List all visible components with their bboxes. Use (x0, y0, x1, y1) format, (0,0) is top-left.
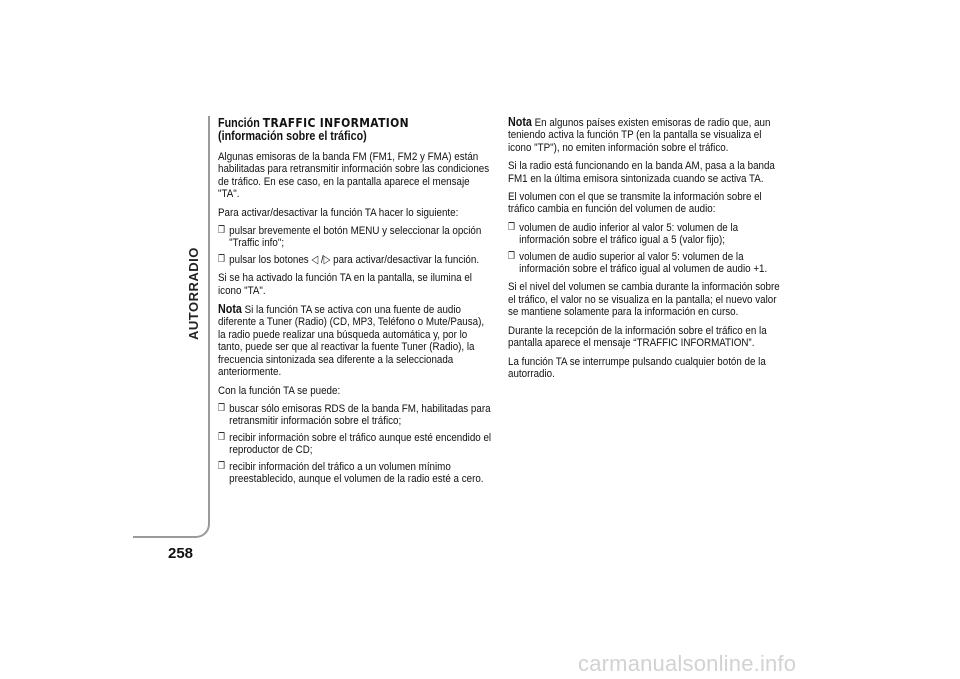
checkbox-bullet-icon: ❒ (218, 431, 225, 443)
page-number: 258 (168, 545, 194, 562)
checkbox-bullet-icon: ❒ (218, 460, 225, 472)
capabilities-intro: Con la función TA se puede: (218, 384, 341, 397)
note-label: Nota (508, 115, 532, 129)
message-paragraph: Durante la recepción de la información sobre el tráfico en la pantalla aparece el mensaje “TRAFFIC INFORMATION”. (508, 324, 767, 350)
list-item (218, 432, 491, 457)
list-item-text: recibir información sobre el tráfico aunque esté encendido el reproductor de CD; (229, 431, 492, 457)
activation-steps-list (218, 225, 491, 266)
capabilities-list (218, 403, 491, 485)
section-heading (218, 116, 491, 143)
heading-prefix: Función (218, 116, 263, 130)
checkbox-bullet-icon: ❒ (218, 402, 225, 414)
note-paragraph (508, 116, 783, 154)
checkbox-bullet-icon: ❒ (508, 221, 515, 233)
heading-subtitle: (información sobre el tráfico) (218, 129, 367, 143)
section-label: AUTORRADIO (186, 247, 201, 340)
checkbox-bullet-icon: ❒ (218, 253, 225, 265)
volume-paragraph: El volumen con el que se transmite la información sobre el tráfico cambia en función del volumen de audio: (508, 191, 762, 216)
list-item-text: buscar sólo emisoras RDS de la banda FM, habilitadas para retransmitir información sobre el tráfico; (229, 402, 491, 428)
ta-icon-paragraph: Si se ha activado la función TA en la pantalla, se ilumina el icono "TA". (218, 272, 472, 297)
list-item (218, 225, 491, 250)
list-item (508, 222, 783, 247)
right-column (508, 116, 783, 386)
note-paragraph (218, 303, 491, 378)
intro-paragraph: Algunas emisoras de la banda FM (FM1, FM2 y FMA) están habilitadas para retransmitir información sobre las condiciones de tráfico. En ese caso, en la pantalla aparece el mensaje "TA". (218, 151, 490, 201)
note-label: Nota (218, 302, 242, 317)
note-text: En algunos países existen emisoras de radio que, aun teniendo activa la función TP (en la pantalla se visualiza el icono "TP"), no emiten información sobre el tráfico. (508, 117, 771, 154)
checkbox-bullet-icon: ❒ (508, 250, 515, 262)
list-item-text: pulsar los botones ◁ /▷ para activar/desactivar la función. (229, 253, 480, 266)
list-item-text: recibir información del tráfico a un volumen mínimo preestablecido, aunque el volumen de la radio esté a cero. (229, 460, 484, 485)
list-item-text: volumen de audio inferior al valor 5: volumen de la información sobre el tráfico igual a 5 (valor fijo); (519, 221, 739, 247)
list-item (218, 403, 491, 428)
list-item (508, 251, 783, 276)
am-band-paragraph: Si la radio está funcionando en la banda AM, pasa a la banda FM1 en la última emisora sintonizada cuando se activa TA. (508, 160, 775, 185)
interrupt-paragraph: La función TA se interrumpe pulsando cualquier botón de la autorradio. (508, 355, 766, 380)
list-item (218, 461, 491, 486)
volume-change-paragraph: Si el nivel del volumen se cambia durante la información sobre el tráfico, el valor no se visualiza en la pantalla; el nuevo valor se mantiene solamente para la información en curso. (508, 281, 780, 319)
watermark: carmanualsonline.info (578, 651, 797, 676)
note-text: Si la función TA se activa con una fuente de audio diferente a Tuner (Radio) (CD, MP3, Teléfono o Mute/Pausa), la radio puede realizar una búsqueda automática y, por lo tanto, puede ser que al reactivar la fuente Tuner (Radio), la frecuencia sintonizada sea diferente a la seleccionada anteriormente. (218, 304, 485, 379)
checkbox-bullet-icon: ❒ (218, 225, 225, 237)
heading-feature-name: TRAFFIC INFORMATION (262, 115, 409, 130)
volume-rules-list (508, 222, 783, 276)
list-item-text: pulsar brevemente el botón MENU y seleccionar la opción "Traffic info"; (229, 225, 482, 250)
list-item (218, 254, 491, 266)
instruction-paragraph: Para activar/desactivar la función TA hacer lo siguiente: (218, 206, 459, 219)
left-column (218, 116, 491, 491)
list-item-text: volumen de audio superior al valor 5: volumen de la información sobre el tráfico igual al volumen de audio +1. (519, 250, 768, 276)
